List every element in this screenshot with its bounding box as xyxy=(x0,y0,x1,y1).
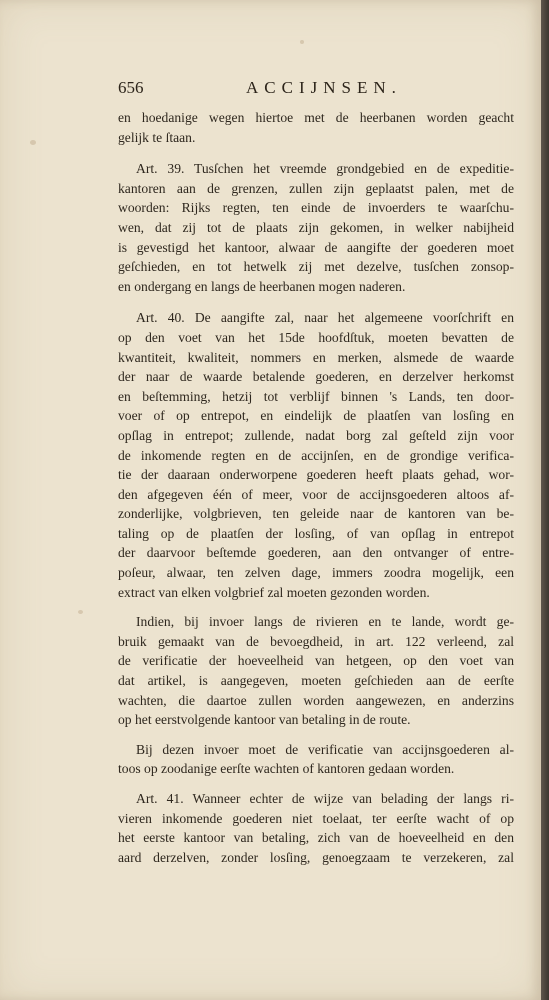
text-line: opſlag in entrepot; zullende, nadat borg zal geſteld zijn voor xyxy=(118,427,514,443)
text-line: vieren inkomende goederen niet toelaat, ter eerſte wacht of op xyxy=(118,810,514,826)
text-line: de verificatie der hoeveelheid van hetgeen, op den voet van xyxy=(118,653,514,669)
text-line: en ondergang en langs de heerbanen mogen naderen. xyxy=(118,278,406,294)
text-line: Indien, bij invoer langs de rivieren en te lande, wordt ge- xyxy=(136,614,514,630)
text-line: Art. 40. De aangifte zal, naar het algemeene voorſchrift en xyxy=(136,310,514,326)
running-title: ACCIJNSEN. xyxy=(246,78,402,97)
text-line: wachten, die daartoe zullen worden aangewezen, en anderzins xyxy=(118,692,514,708)
text-line: der naar de waarde betalende goederen, en derzelver herkomst xyxy=(118,369,514,385)
text-line: is gevestigd het kantoor, alwaar de aangifte der goederen moet xyxy=(118,239,514,255)
paragraph-bij-dezen xyxy=(118,740,514,779)
text-line: gelijk te ſtaan. xyxy=(118,129,196,145)
text-line: het eerste kantoor van betaling, zich van de hoeveelheid en den xyxy=(118,830,514,846)
text-line: geſchieden, en tot hetwelk zij met dezelve, tusſchen zonsop- xyxy=(118,259,514,275)
text-line: poſeur, alwaar, ten zelven dage, immers zoodra mogelijk, een xyxy=(118,565,514,581)
page-number: 656 xyxy=(118,78,144,97)
paragraph-indien xyxy=(118,612,514,730)
text-line: extract van elken volgbrief zal moeten gezonden worden. xyxy=(118,584,430,600)
text-line: op het eerstvolgende kantoor van betaling in de route. xyxy=(118,712,411,728)
text-line: aard derzelven, zonder losſing, genoegzaam te verzekeren, zal xyxy=(118,849,514,865)
body-text xyxy=(118,108,514,867)
text-line: der daarvoor beſtemde goederen, aan den ontvanger of entre- xyxy=(118,545,514,561)
text-line: en beſtemming, hetzij tot verblijf binnen 's Lands, ten door- xyxy=(118,388,514,404)
page-header xyxy=(118,78,518,102)
article-39 xyxy=(118,159,514,296)
text-line: dat artikel, is aangegeven, moeten geſchieden aan de eerſte xyxy=(118,673,514,689)
text-line: Art. 39. Tusſchen het vreemde grondgebied en de expeditie- xyxy=(136,161,514,177)
text-line: zonderlijke, volgbrieven, ten geleide naar de kantoren van be- xyxy=(118,506,514,522)
text-line: toos op zoodanige eerſte wachten of kantoren gedaan worden. xyxy=(118,761,455,777)
text-line: wen, dat zij tot de plaats zijn gekomen, in welker nabijheid xyxy=(118,219,514,235)
page-edge xyxy=(541,0,549,1000)
text-line: voer of op entrepot, en eindelijk de plaatſen van losſing en xyxy=(118,408,514,424)
text-line: tie der daaraan onderworpene goederen heeft plaats gehad, wor- xyxy=(118,467,514,483)
text-line: taling op de plaatſen der losſing, of van opſlag in entrepot xyxy=(118,525,514,541)
text-line: kantoren aan de grenzen, zullen zijn geplaatst palen, met de xyxy=(118,180,514,196)
text-line: woorden: Rijks regten, ten einde de invoerders te waarſchu- xyxy=(118,200,514,216)
text-line: en hoedanige wegen hiertoe met de heerbanen worden geacht xyxy=(118,110,514,125)
text-line: bruik gemaakt van de bevoegdheid, in art. 122 verleend, zal xyxy=(118,633,514,649)
text-line: kwantiteit, kwaliteit, nommers en merken, alsmede de waarde xyxy=(118,349,514,365)
article-41 xyxy=(118,789,514,867)
paragraph xyxy=(118,108,514,147)
text-line: Bij dezen invoer moet de verificatie van accijnsgoederen al- xyxy=(136,741,514,757)
text-line: de inkomende regten en de accijnſen, en de grondige verifica- xyxy=(118,447,514,463)
text-line: den afgegeven één of meer, voor de accijnsgoederen altoos af- xyxy=(118,486,514,502)
article-40 xyxy=(118,308,514,602)
text-line: Art. 41. Wanneer echter de wijze van belading der langs ri- xyxy=(136,791,514,806)
text-line: op den voet van het 15de hoofdſtuk, moeten bevatten de xyxy=(118,329,514,345)
